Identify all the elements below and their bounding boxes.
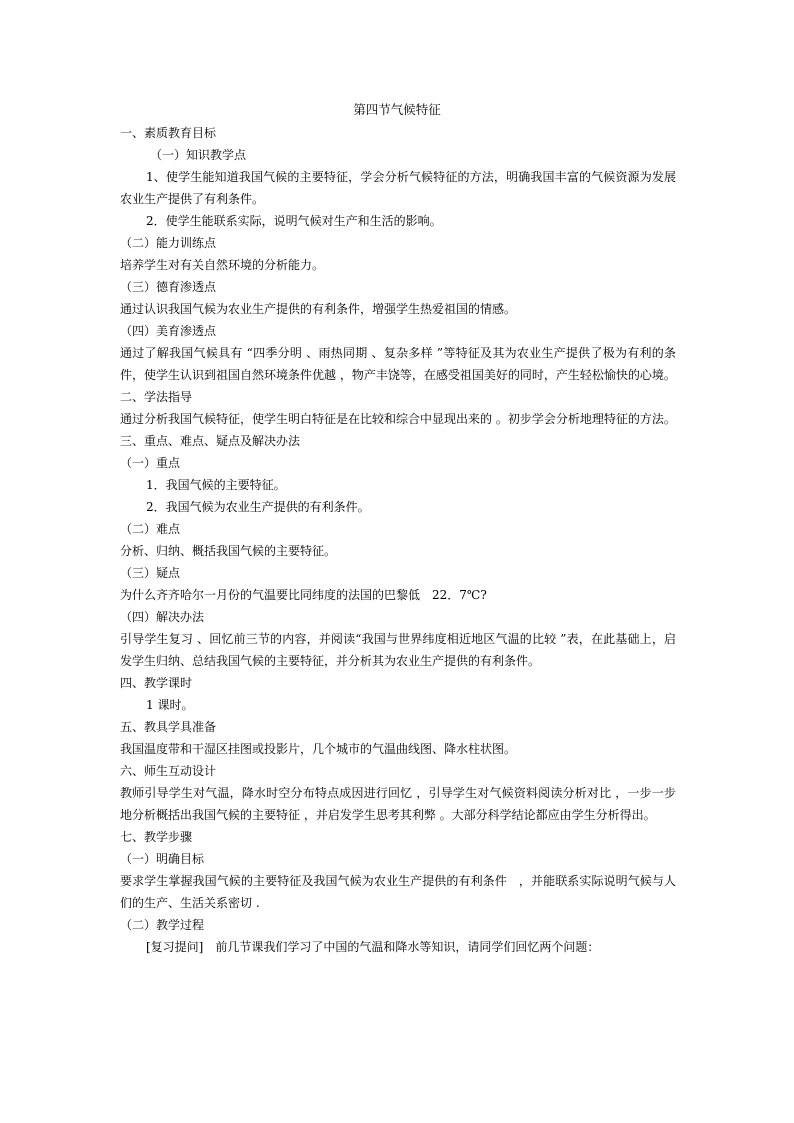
subsection-heading: （三）疑点 xyxy=(120,566,181,580)
section-heading: 三、重点、难点、疑点及解决办法 xyxy=(120,434,301,448)
section-heading: 四、教学课时 xyxy=(120,676,193,690)
paragraph: 通过分析我国气候特征，使学生明白特征是在比较和综合中显现出来的 。初步学会分析地理特征的方法。 xyxy=(120,412,676,426)
subsection-heading: （二）能力训练点 xyxy=(120,236,217,250)
subsection-heading: （三）德育渗透点 xyxy=(120,280,217,294)
section-heading: 六、师生互动设计 xyxy=(120,764,217,778)
paragraph: 2．使学生能联系实际，说明气候对生产和生活的影响。 xyxy=(146,214,442,228)
subsection-heading: （二）教学过程 xyxy=(120,918,205,932)
subsection-heading: （一）明确目标 xyxy=(120,852,205,866)
paragraph: [复习提问] 前几节课我们学习了中国的气温和降水等知识，请同学们回忆两个问题： xyxy=(146,940,600,954)
subsection-heading: （二）难点 xyxy=(120,522,181,536)
section-heading: 一、素质教育目标 xyxy=(120,126,217,140)
subsection-heading: （四）美育渗透点 xyxy=(120,324,217,338)
paragraph: 为什么齐齐哈尔一月份的气温要比同纬度的法国的巴黎低 22．7℃? xyxy=(120,588,487,602)
section-heading: 五、教具学具准备 xyxy=(120,720,217,734)
subsection-heading: （一）知识教学点 xyxy=(150,148,247,162)
paragraph: 要求学生掌握我国气候的主要特征及我国气候为农业生产提供的有利条件 ，并能联系实际说明气候与人们的生产、生活关系密切 . xyxy=(120,874,676,910)
paragraph: 教师引导学生对气温，降水时空分布特点成因进行回忆 ，引导学生对气候资料阅读分析对比 ，一步一步地分析概括出我国气候的主要特征 ，并启发学生思考其利弊 。大部分科学结论都应由学生分析得出。 xyxy=(120,786,676,822)
paragraph: 培养学生对有关自然环境的分析能力。 xyxy=(120,258,325,272)
subsection-heading: （四）解决办法 xyxy=(120,610,205,624)
section-heading: 七、教学步骤 xyxy=(120,830,193,844)
subsection-heading: （一）重点 xyxy=(120,456,181,470)
paragraph: 分析、归纳、概括我国气候的主要特征。 xyxy=(120,544,337,558)
paragraph: 引导学生复习 、回忆前三节的内容，并阅读“我国与世界纬度相近地区气温的比较 ”表，在此基础上，启发学生归纳、总结我国气候的主要特征，并分析其为农业生产提供的有利条件。 xyxy=(120,632,676,668)
paragraph: 1、使学生能知道我国气候的主要特征，学会分析气候特征的方法，明确我国丰富的气候资源为发展农业生产提供了有利条件。 xyxy=(120,170,676,206)
section-heading: 二、学法指导 xyxy=(120,390,193,404)
list-item: 2．我国气候为农业生产提供的有利条件。 xyxy=(146,500,370,514)
paragraph: 通过认识我国气候为农业生产提供的有利条件，增强学生热爱祖国的情感。 xyxy=(120,302,517,316)
paragraph: 1 课时。 xyxy=(146,698,194,712)
document-body xyxy=(120,122,676,958)
list-item: 1．我国气候的主要特征。 xyxy=(146,478,286,492)
paragraph: 通过了解我国气候具有 “四季分明 、雨热同期 、复杂多样 ”等特征及其为农业生产提供了极为有利的条件，使学生认识到祖国自然环境条件优越 ，物产丰饶等，在感受祖国美好的同时，产生轻松愉快的心境。 xyxy=(120,346,676,382)
paragraph: 我国温度带和干湿区挂图或投影片，几个城市的气温曲线图、降水柱状图。 xyxy=(120,742,517,756)
page-title: 第四节气候特征 xyxy=(353,102,441,117)
